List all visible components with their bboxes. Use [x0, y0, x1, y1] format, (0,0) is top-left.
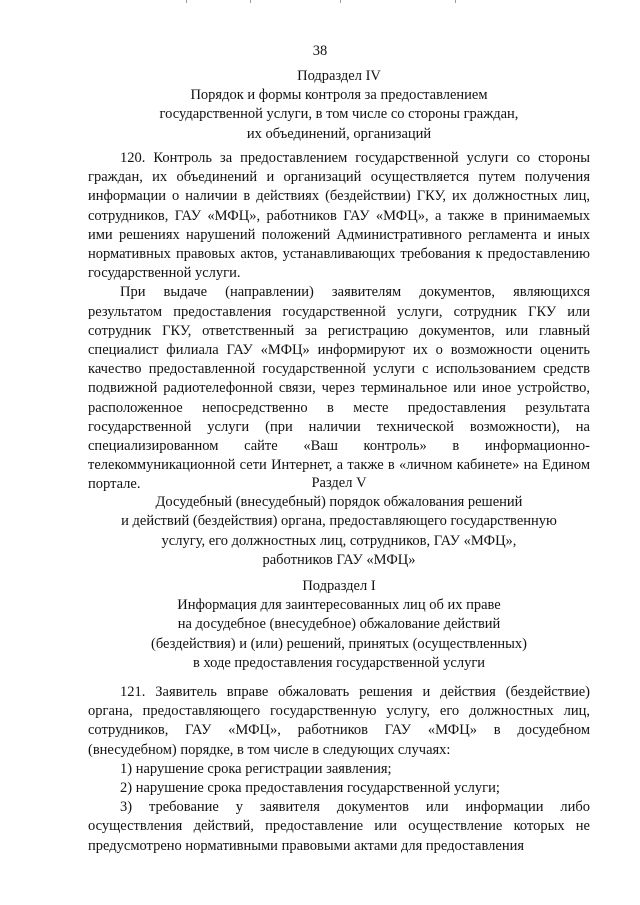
- paragraph-feedback: При выдаче (направлении) заявителям документов, являющихся результатом предоставления государственной услуги, сотрудник ГКУ или сотрудник ГКУ, ответственный за регистрацию документов, или главный специалист филиала ГАУ «МФЦ» информируют их о возможности оценить качество предоставленной государственной услуги с использованием средств подвижной радиотелефонной связи, через терминальное или иное устройство, расположенное непосредственно в месте предоставления результата государственной услуги (при наличии технической возможности), на специализированном сайте «Ваш контроль» в информационно-телекоммуникационной сети Интернет, а также в «личном кабинете» на Едином портале.: [88, 284, 590, 493]
- subsection-4-title-line: Порядок и формы контроля за предоставлением: [190, 87, 488, 104]
- subsection-1-title-line: на досудебное (внесудебное) обжалование действий: [177, 616, 501, 633]
- paragraph-121-block: [88, 683, 590, 856]
- scan-artifact: [186, 0, 187, 3]
- list-item: 3) требование у заявителя документов или информации либо осуществления действий, предоставление или осуществление которых не предусмотрено нормативными правовыми актами для предоставления: [88, 799, 590, 854]
- subsection-1-title-line: в ходе предоставления государственной услуги: [192, 654, 486, 671]
- subsection-4-title-line: их объединений, организаций: [246, 125, 432, 142]
- section-5-heading: [88, 474, 590, 570]
- scan-artifact: [250, 0, 251, 3]
- subsection-4-title-line: государственной услуги, в том числе со стороны граждан,: [159, 106, 519, 123]
- subsection-1-title-line: Информация для заинтересованных лиц об их праве: [177, 597, 501, 614]
- section-5-title-line: работников ГАУ «МФЦ»: [262, 551, 416, 568]
- subsection-4-heading: [88, 67, 590, 144]
- page-number: 38: [312, 43, 328, 59]
- section-5-title-line: и действий (бездействия) органа, предоставляющего государственную: [121, 513, 557, 530]
- section-5-label: Раздел V: [311, 475, 367, 491]
- paragraph-120: 120. Контроль за предоставлением государственной услуги со стороны граждан, их объединений и организаций осуществляется путем получения информации о наличии в действиях (бездействии) ГКУ, их должностных лиц, сотрудников, ГАУ «МФЦ», работников ГАУ «МФЦ», а также в принимаемых ими решениях нарушений положений Административного регламента и иных нормативных правовых актов, устанавливающих требования к предоставлению государственной услуги.: [88, 150, 590, 282]
- paragraph-121: 121. Заявитель вправе обжаловать решения и действия (бездействие) органа, предоставляющего государственную услугу, его должностных лиц, сотрудников, ГАУ «МФЦ», работников ГАУ «МФЦ» в досудебном (внесудебном) порядке, в том числе в следующих случаях:: [88, 684, 590, 758]
- scan-artifact: [340, 0, 341, 3]
- subsection-1-label: Подраздел I: [302, 578, 376, 594]
- section-5-title-line: услугу, его должностных лиц, сотрудников, ГАУ «МФЦ»,: [161, 532, 517, 549]
- paragraph-120-block: [88, 149, 590, 495]
- section-5-title-line: Досудебный (внесудебный) порядок обжалования решений: [155, 494, 523, 511]
- scan-artifact: [455, 0, 456, 3]
- subsection-1-title-line: (бездействия) и (или) решений, принятых (осуществленных): [151, 635, 527, 652]
- subsection-1-heading: [88, 577, 590, 673]
- list-item: 1) нарушение срока регистрации заявления;: [120, 760, 392, 777]
- subsection-4-label: Подраздел IV: [297, 68, 381, 84]
- list-item: 2) нарушение срока предоставления государственной услуги;: [120, 780, 500, 797]
